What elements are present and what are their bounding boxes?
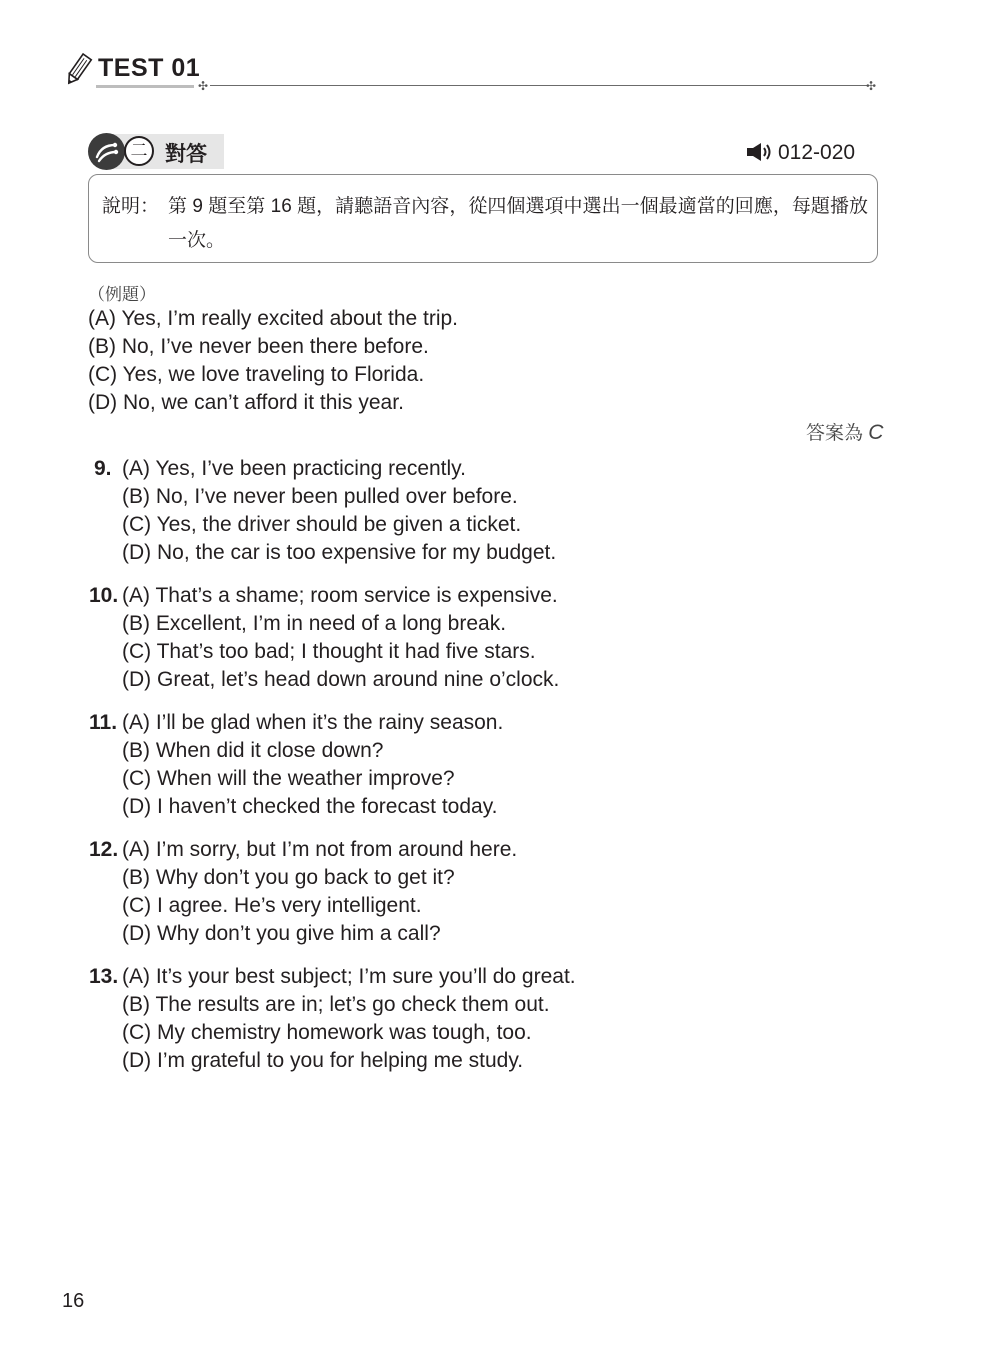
question-option: (A) That’s a shame; room service is expensive. [122, 584, 558, 607]
question-option: (B) When did it close down? [122, 739, 384, 762]
audio-track-label: 012-020 [778, 141, 856, 164]
question-option: (B) The results are in; let’s go check them out. [122, 993, 550, 1016]
audio-track[interactable] [746, 141, 855, 165]
speaker-icon [746, 142, 774, 162]
question-option: (A) It’s your best subject; I’m sure you’ll do great. [122, 965, 576, 988]
test-title: TEST 01 [98, 54, 201, 82]
question-number: 13. [89, 965, 119, 988]
question-option: (B) No, I’ve never been pulled over before. [122, 485, 518, 508]
instruction-text: 第 9 題至第 16 題，請聽語音內容，從四個選項中選出一個最適當的回應，每題播放一次。 [168, 196, 868, 251]
question-option: (B) Excellent, I’m in need of a long break. [122, 612, 507, 635]
question-option: (C) Yes, the driver should be given a ticket. [122, 513, 522, 536]
example-option-c: (C) Yes, we love traveling to Florida. [88, 363, 425, 386]
section-number: 二 [124, 136, 154, 166]
pencil-icon [60, 52, 96, 88]
example-option-b: (B) No, I’ve never been there before. [88, 335, 429, 358]
example-answer [806, 418, 883, 445]
question-option: (A) I’m sorry, but I’m not from around here. [122, 838, 518, 861]
question-option: (C) My chemistry homework was tough, too. [122, 1021, 532, 1044]
question-number: 12. [89, 838, 119, 861]
question-option: (C) When will the weather improve? [122, 767, 455, 790]
question-option: (C) That’s too bad; I thought it had five stars. [122, 640, 536, 663]
section-title: 對答 [165, 143, 207, 166]
question-option: (B) Why don’t you go back to get it? [122, 866, 455, 889]
title-underline [96, 85, 194, 88]
answer-value: C [868, 421, 884, 444]
question-option: (D) Great, let’s head down around nine o’clock. [122, 668, 560, 691]
sparkle-right-icon: ✣ [866, 79, 877, 93]
question-number: 9. [94, 457, 112, 480]
answer-label: 答案為 [806, 423, 864, 444]
sparkle-left-icon: ✣ [198, 79, 209, 93]
question-option: (A) Yes, I’ve been practicing recently. [122, 457, 466, 480]
listening-icon [88, 133, 125, 170]
question-option: (C) I agree. He’s very intelligent. [122, 894, 422, 917]
question-option: (A) I’ll be glad when it’s the rainy season. [122, 711, 504, 734]
example-label: （例題） [88, 285, 156, 304]
question-option: (D) No, the car is too expensive for my budget. [122, 541, 557, 564]
question-option: (D) Why don’t you give him a call? [122, 922, 441, 945]
question-option: (D) I haven’t checked the forecast today. [122, 795, 498, 818]
instruction-label: 說明： [102, 196, 160, 217]
header-divider [210, 85, 867, 86]
example-option-d: (D) No, we can’t afford it this year. [88, 391, 404, 414]
page-number: 16 [62, 1290, 85, 1312]
question-option: (D) I’m grateful to you for helping me study. [122, 1049, 524, 1072]
question-number: 10. [89, 584, 119, 607]
question-number: 11. [89, 711, 118, 734]
example-option-a: (A) Yes, I’m really excited about the trip. [88, 307, 459, 330]
